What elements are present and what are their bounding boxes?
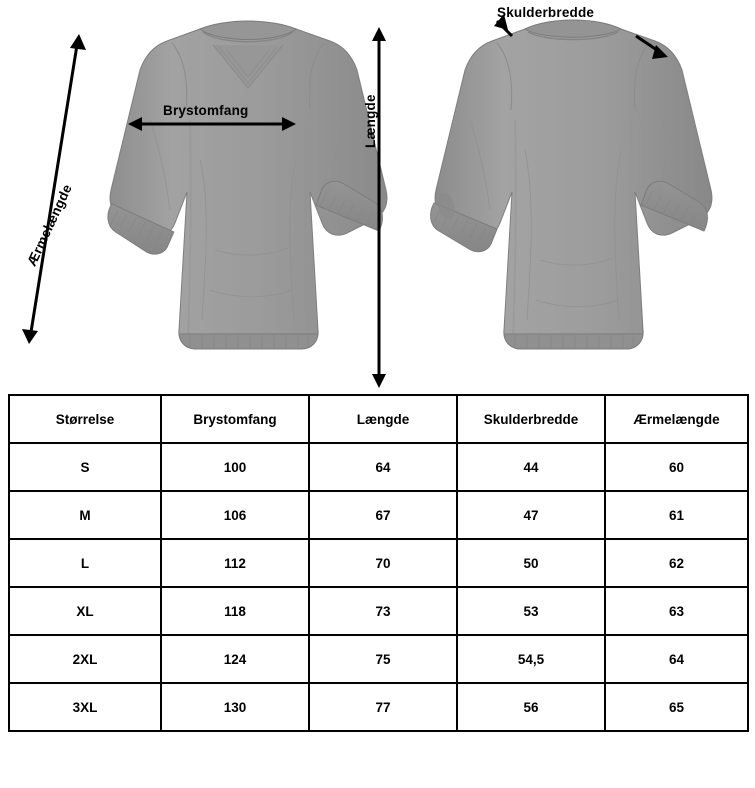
cell-sleeve: 60 bbox=[605, 443, 748, 491]
table-row bbox=[9, 491, 748, 539]
sweater-diagram-svg bbox=[0, 0, 755, 392]
cell-shoulder: 53 bbox=[457, 587, 605, 635]
column-header-size: Størrelse bbox=[9, 395, 161, 443]
cell-sleeve: 62 bbox=[605, 539, 748, 587]
front-sweater bbox=[107, 21, 387, 349]
sleeve-arrow bbox=[22, 34, 86, 344]
column-header-length: Længde bbox=[309, 395, 457, 443]
back-sweater bbox=[431, 20, 712, 349]
cell-chest: 106 bbox=[161, 491, 309, 539]
cell-size: 2XL bbox=[9, 635, 161, 683]
cell-chest: 100 bbox=[161, 443, 309, 491]
cell-chest: 124 bbox=[161, 635, 309, 683]
cell-chest: 118 bbox=[161, 587, 309, 635]
cell-shoulder: 47 bbox=[457, 491, 605, 539]
cell-shoulder: 44 bbox=[457, 443, 605, 491]
size-table bbox=[8, 394, 749, 732]
table-row bbox=[9, 443, 748, 491]
cell-shoulder: 50 bbox=[457, 539, 605, 587]
cell-length: 64 bbox=[309, 443, 457, 491]
table-header-row bbox=[9, 395, 748, 443]
cell-length: 70 bbox=[309, 539, 457, 587]
cell-size: S bbox=[9, 443, 161, 491]
garment-illustration bbox=[0, 0, 755, 392]
cell-length: 67 bbox=[309, 491, 457, 539]
length-measurement-label: Længde bbox=[363, 94, 378, 148]
cell-size: L bbox=[9, 539, 161, 587]
cell-sleeve: 65 bbox=[605, 683, 748, 731]
table-row bbox=[9, 587, 748, 635]
sleeve-measurement-label: Ærmelængde bbox=[24, 181, 75, 269]
cell-shoulder: 54,5 bbox=[457, 635, 605, 683]
cell-size: M bbox=[9, 491, 161, 539]
cell-size: XL bbox=[9, 587, 161, 635]
shoulder-measurement-label: Skulderbredde bbox=[497, 5, 595, 20]
column-header-shoulder: Skulderbredde bbox=[457, 395, 605, 443]
cell-length: 77 bbox=[309, 683, 457, 731]
cell-sleeve: 63 bbox=[605, 587, 748, 635]
table-row bbox=[9, 683, 748, 731]
cell-chest: 130 bbox=[161, 683, 309, 731]
chest-measurement-label: Brystomfang bbox=[163, 103, 249, 118]
cell-sleeve: 64 bbox=[605, 635, 748, 683]
table-row bbox=[9, 539, 748, 587]
cell-shoulder: 56 bbox=[457, 683, 605, 731]
cell-size: 3XL bbox=[9, 683, 161, 731]
cell-length: 73 bbox=[309, 587, 457, 635]
column-header-sleeve: Ærmelængde bbox=[605, 395, 748, 443]
column-header-chest: Brystomfang bbox=[161, 395, 309, 443]
cell-length: 75 bbox=[309, 635, 457, 683]
table-row bbox=[9, 635, 748, 683]
cell-sleeve: 61 bbox=[605, 491, 748, 539]
cell-chest: 112 bbox=[161, 539, 309, 587]
